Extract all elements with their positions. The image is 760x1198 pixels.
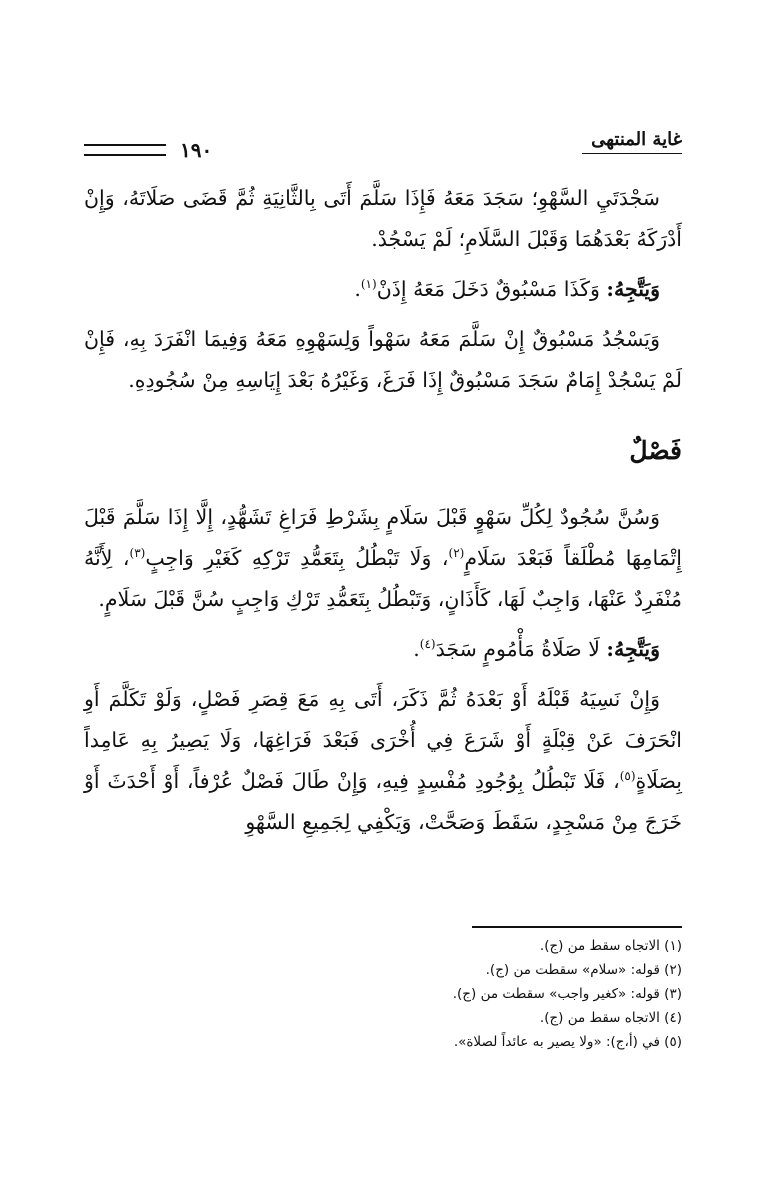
paragraph-text: وَسُنَّ سُجُودٌ لِكُلِّ سَهْوٍ قَبْلَ سَلَامٍ بِشَرْطِ فَرَاغِ تَشَهُّدٍ، إِلَّا إِذَا سَلَّمَ قَبْلَ إِتْمَامِهَا مُطْلَقاً فَبَعْدَ سَلَامٍ	[84, 505, 682, 570]
footnote-item: (٤) الاتجاه سقط من (ج).	[539, 1010, 682, 1026]
page-number-rule	[84, 144, 166, 156]
paragraph-text: ، لِأَنَّهُ مُنْفَرِدٌ عَنْهَا، وَاجِبٌ لَهَا، كَأَذَانٍ، وَتَبْطُلُ بِتَعَمُّدِ تَرْكِ وَاجِبٍ سُنَّ قَبْلَ سَلَامٍ.	[84, 546, 682, 611]
page-number: ١٩٠	[180, 138, 213, 162]
section-heading: فَصْلٌ	[629, 436, 682, 465]
book-page	[84, 0, 682, 1198]
book-title: غاية المنتهى	[591, 129, 682, 150]
footnote-separator	[472, 926, 682, 928]
paragraph-text: وَكَذَا مَسْبُوقٌ دَخَلَ مَعَهُ إِذَنْ	[376, 277, 607, 301]
footnotes	[84, 934, 682, 1054]
paragraph-end: .	[354, 277, 361, 301]
main-text	[84, 178, 682, 843]
paragraph: وَيَسْجُدُ مَسْبُوقٌ إِنْ سَلَّمَ مَعَهُ سَهْواً وَلِسَهْوِهِ مَعَهُ وَفِيمَا انْفَرَدَ بِهِ، فَإِنْ لَمْ يَسْجُدْ إِمَامٌ سَجَدَ مَسْبُوقٌ إِذَا فَرَغَ، وَغَيْرُهُ بَعْدَ إِيَاسِهِ مِنْ سُجُودِهِ.	[84, 327, 682, 392]
paragraph-end: .	[413, 637, 420, 661]
paragraph	[84, 679, 682, 843]
footnote-item: (٥) في (أ،ج): «ولا يصير به عائداً لصلاة».	[453, 1034, 682, 1050]
title-underline	[582, 153, 682, 154]
footnote-item: (٣) قوله: «كغير واجب» سقطت من (ج).	[452, 986, 682, 1002]
paragraph-text: لَا صَلَاةُ مَأْمُومٍ سَجَدَ	[435, 637, 607, 661]
page-number-group	[84, 138, 212, 162]
ittijah-label: وَيَتَّجِهُ:	[606, 637, 660, 661]
paragraph-text: ، فَلَا تَبْطُلُ بِوُجُودِ مُفْسِدٍ فِيهِ، وَإِنْ طَالَ فَصْلٌ عُرْفاً، أَوْ أَحْدَثَ أَوْ خَرَجَ مِنْ مَسْجِدٍ، سَقَطَ وَصَحَّتْ، وَيَكْفِي لِجَمِيعِ السَّهْوِ	[84, 769, 682, 834]
ittijah-label: وَيَتَّجِهُ:	[606, 277, 660, 301]
footnote-item: (١) الاتجاه سقط من (ج).	[539, 938, 682, 954]
paragraph-text: ، وَلَا تَبْطُلُ بِتَعَمُّدِ تَرْكِهِ كَغَيْرِ وَاجِبٍ	[145, 546, 449, 570]
footnote-ref[interactable]: (١)	[360, 277, 377, 292]
paragraph-text: وَإِنْ نَسِيَهُ قَبْلَهُ أَوْ بَعْدَهُ ثُمَّ ذَكَرَ، أَتَى بِهِ مَعَ قِصَرِ فَصْلٍ، وَلَوْ تَكَلَّمَ أَوِ انْحَرَفَ عَنْ قِبْلَةٍ أَوْ شَرَعَ فِي أُخْرَى فَبَعْدَ فَرَاغِهَا، وَلَا يَصِيرُ بِهِ عَامِداً بِصَلَاةٍ	[84, 687, 682, 793]
footnote-ref[interactable]: (٤)	[419, 637, 436, 652]
paragraph	[84, 497, 682, 620]
footnote-ref[interactable]: (٥)	[619, 769, 636, 784]
paragraph	[84, 629, 682, 670]
footnote-ref[interactable]: (٢)	[448, 546, 465, 561]
paragraph: سَجْدَتَيِ السَّهْوِ؛ سَجَدَ مَعَهُ فَإِذَا سَلَّمَ أَتَى بِالثَّانِيَةِ ثُمَّ قَضَى صَلَاتَهُ، وَإِنْ أَدْرَكَهُ بَعْدَهُمَا وَقَبْلَ السَّلَامِ؛ لَمْ يَسْجُدْ.	[84, 186, 682, 251]
footnote-item: (٢) قوله: «سلام» سقطت من (ج).	[485, 962, 682, 978]
footnote-ref[interactable]: (٣)	[129, 546, 146, 561]
running-head	[84, 128, 682, 168]
paragraph	[84, 269, 682, 310]
